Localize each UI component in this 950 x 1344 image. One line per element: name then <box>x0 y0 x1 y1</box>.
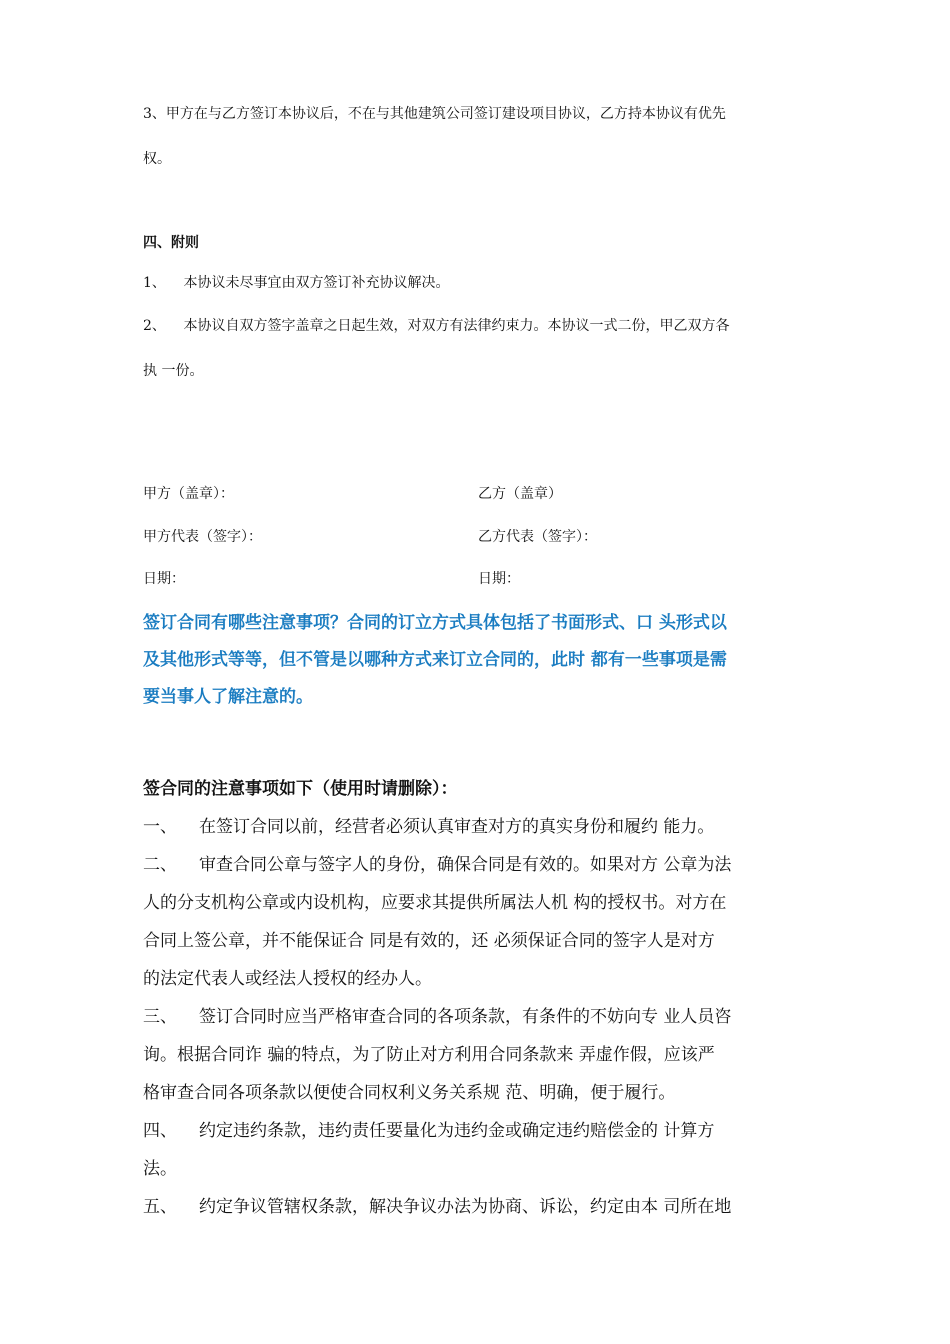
blue-note-line-3: 要当事人了解注意的。 <box>143 687 313 707</box>
party-b-date-label: 日期： <box>478 571 520 587</box>
note-num: 三、 <box>143 1007 177 1027</box>
appendix-item-num: 1、 <box>143 275 166 291</box>
blue-note-line-1: 签订合同有哪些注意事项？合同的订立方式具体包括了书面形式、口 头形式以 <box>143 613 727 633</box>
note-item-2-line-3: 合同上签公章，并不能保证合 同是有效的，还 必须保证合同的签字人是对方 <box>143 931 715 951</box>
note-item-2 <box>143 846 811 884</box>
note-item-2-line-4: 的法定代表人或经法人授权的经办人。 <box>143 969 432 989</box>
note-text: 审查合同公章与签字人的身份，确保合同是有效的。如果对方 公章为法 <box>199 855 732 875</box>
appendix-heading: 四、附则 <box>143 235 199 251</box>
note-text: 在签订合同以前，经营者必须认真审查对方的真实身份和履约 能力。 <box>199 817 715 837</box>
note-item-5 <box>143 1188 811 1226</box>
note-item-3 <box>143 998 811 1036</box>
party-b-rep-label: 乙方代表（签字）： <box>478 529 597 545</box>
note-num: 二、 <box>143 855 177 875</box>
note-num: 五、 <box>143 1197 177 1217</box>
party-a-date-label: 日期： <box>143 571 185 587</box>
party-a-seal-label: 甲方（盖章）： <box>143 486 234 502</box>
appendix-item-2-cont: 执 一份。 <box>143 363 204 379</box>
note-item-3-line-2: 询。根据合同诈 骗的特点，为了防止对方利用合同条款来 弄虚作假，应该严 <box>143 1045 715 1065</box>
appendix-item-text: 本协议未尽事宜由双方签订补充协议解决。 <box>183 275 450 291</box>
party-b-seal-label: 乙方（盖章） <box>478 486 562 502</box>
note-text: 约定争议管辖权条款，解决争议办法为协商、诉讼，约定由本 司所在地 <box>199 1197 732 1217</box>
appendix-item-num: 2、 <box>143 318 166 334</box>
notes-title: 签合同的注意事项如下（使用时请删除）： <box>143 779 458 799</box>
note-item-4-line-2: 法。 <box>143 1159 177 1179</box>
clause-3-line-1: 3、甲方在与乙方签订本协议后，不在与其他建筑公司签订建设项目协议，乙方持本协议有优先 <box>143 106 726 122</box>
appendix-item-2 <box>143 315 811 335</box>
appendix-item-text: 本协议自双方签字盖章之日起生效，对双方有法律约束力。本协议一式二份，甲乙双方各 <box>183 318 730 334</box>
note-text: 约定违约条款，违约责任要量化为违约金或确定违约赔偿金的 计算方 <box>199 1121 715 1141</box>
clause-3-line-2: 权。 <box>143 151 171 167</box>
party-a-rep-label: 甲方代表（签字）： <box>143 529 262 545</box>
note-num: 一、 <box>143 817 177 837</box>
note-item-4 <box>143 1112 811 1150</box>
blue-note-line-2: 及其他形式等等，但不管是以哪种方式来订立合同的，此时 都有一些事项是需 <box>143 650 727 670</box>
note-item-2-line-2: 人的分支机构公章或内设机构，应要求其提供所属法人机 构的授权书。对方在 <box>143 893 727 913</box>
appendix-item-1 <box>143 272 449 292</box>
note-item-3-line-3: 格审查合同各项条款以便使合同权利义务关系规 范、明确，便于履行。 <box>143 1083 676 1103</box>
note-text: 签订合同时应当严格审查合同的各项条款，有条件的不妨向专 业人员咨 <box>199 1007 732 1027</box>
note-num: 四、 <box>143 1121 177 1141</box>
note-item-1 <box>143 808 811 846</box>
